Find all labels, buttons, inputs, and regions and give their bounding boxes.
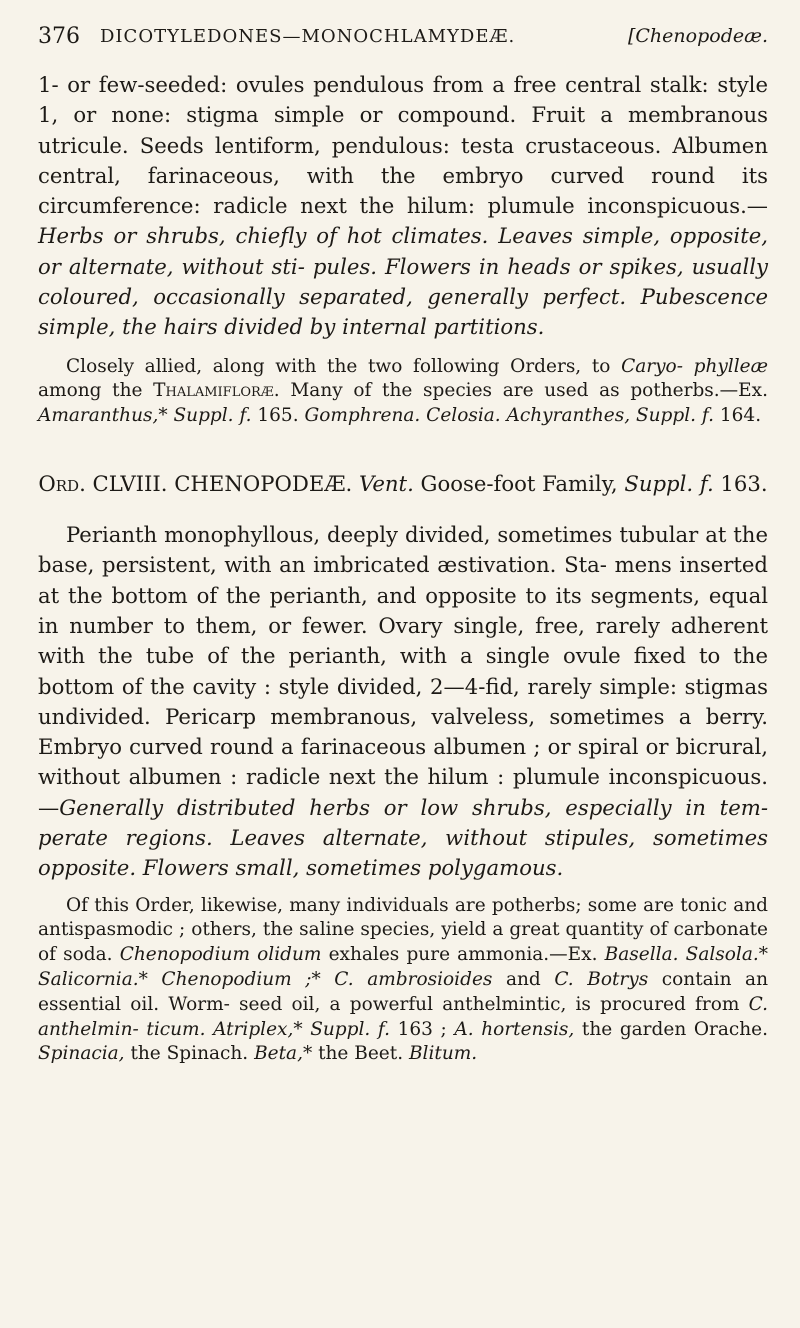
- text-run: 164.: [714, 405, 762, 427]
- running-title: DICOTYLEDONES—MONOCHLAMYDEÆ.: [100, 26, 516, 47]
- text-run: and: [492, 969, 555, 991]
- order-prefix: Ord.: [38, 471, 86, 497]
- order-name: CLVIII. CHENOPODEÆ.: [85, 471, 360, 497]
- italic-run: C. anthelmin- ticum. Atriplex,* Suppl. f.: [38, 993, 768, 1040]
- italic-run: Blitum.: [408, 1043, 478, 1065]
- affinity-note: [38, 355, 768, 429]
- text-run: 163 ;: [389, 1018, 455, 1040]
- page-header: [38, 24, 768, 50]
- para1-italic: Herbs or shrubs, chiefly of hot climates. Leaves simple, opposite, or alternate, without sti- pules. Flowers in heads or spikes, usually coloured, occasionally separated, generally perfect. Pubescence simple, the hairs divided by internal partitions.: [38, 223, 768, 340]
- italic-run: A. hortensis,: [454, 1018, 575, 1040]
- order-heading: [38, 469, 768, 498]
- section-title: [Chenopodeæ.: [627, 25, 768, 47]
- text-run: . Many of the species are used as potherbs.—Ex.: [273, 380, 768, 402]
- para3-text: Perianth monophyllous, deeply divided, sometimes tubular at the base, persistent, with an imbricated æstivation. Sta- mens inserted at the bottom of the perianth, and opposite to its segments, equal in number to them, or fewer. Ovary single, free, rarely adherent with the tube of the perianth, with a single ovule fixed to the bottom of the cavity : style divided, 2—4-fid, rarely simple: stigmas undivided. Pericarp membranous, valveless, sometimes a berry. Embryo curved round a farinaceous albumen ; or spiral or bicrural, without albumen : radicle next the hilum : plumule inconspicuous. —: [38, 522, 768, 820]
- text-run: contain an essential oil. Worm- seed oil, a powerful anthelmintic, is procured from: [38, 969, 768, 1015]
- text-run: exhales pure ammonia.—Ex.: [321, 944, 605, 966]
- italic-run: Amaranthus,* Suppl. f.: [38, 405, 252, 427]
- order-description: [38, 520, 768, 884]
- order-uses-note: [38, 894, 768, 1068]
- italic-run: Caryo- phylleæ: [621, 355, 768, 377]
- italic-run: C. Botrys: [554, 969, 649, 991]
- order-common-name: Goose-foot Family,: [413, 471, 625, 497]
- description-continued: [38, 70, 768, 343]
- order-figure: 163.: [713, 471, 768, 497]
- page-body: [38, 70, 768, 1067]
- text-run: the Spinach.: [124, 1043, 255, 1065]
- italic-run: Beta,*: [254, 1043, 313, 1065]
- para1-text: 1- or few-seeded: ovules pendulous from a free central stalk: style 1, or none: stigma simple or compound. Fruit a membranous utricule. Seeds lentiform, pendulous: testa crustaceous. Albumen central, farinaceous, with the embryo curved round its circumference: radicle next the hilum: plumule inconspicuous.—: [38, 72, 768, 219]
- text-run: Of this Order, likewise, many individuals are potherbs; some are tonic and antispasmodic ; others, the saline species, yield a great quantity of carbonate of soda.: [38, 894, 768, 966]
- text-run: the garden Orache.: [574, 1018, 769, 1040]
- para3-italic: Generally distributed herbs or low shrubs, especially in tem- perate regions. Leaves alternate, without stipules, sometimes opposite. Flowers small, sometimes polygamous.: [38, 794, 768, 881]
- italic-run: Spinacia,: [38, 1043, 125, 1065]
- text-run: 165.: [251, 405, 305, 427]
- text-run: Closely allied, along with the two following Orders, to: [66, 355, 622, 377]
- italic-run: Gomphrena. Celosia. Achyranthes, Suppl. f.: [304, 405, 714, 427]
- italic-run: Basella. Salsola.* Salicornia.* Chenopodium ;* C. ambrosioides: [38, 944, 768, 991]
- order-suppl: Suppl. f.: [624, 471, 714, 497]
- page-number: 376: [38, 24, 80, 49]
- smallcaps-run: Thalamifloræ: [153, 380, 274, 402]
- order-author: Vent.: [359, 471, 414, 497]
- text-run: the Beet.: [312, 1043, 409, 1065]
- italic-run: Chenopodium olidum: [119, 944, 322, 966]
- text-run: among the: [38, 380, 154, 402]
